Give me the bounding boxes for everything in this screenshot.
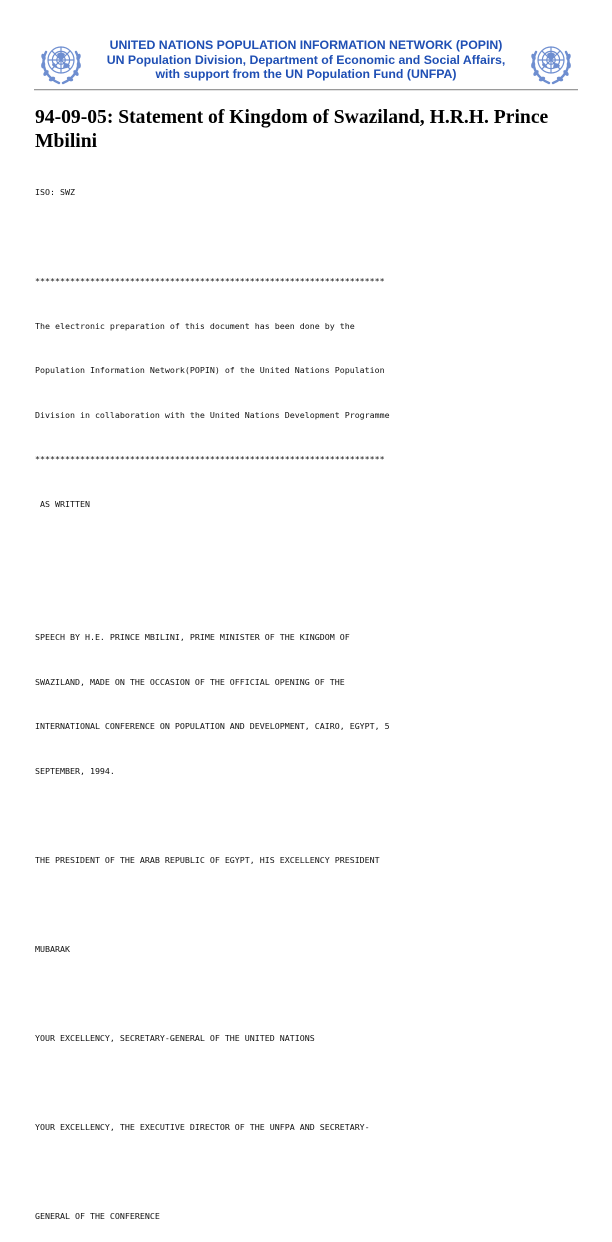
page-header xyxy=(0,0,612,92)
asterisk-divider: ********************************************************************** xyxy=(35,276,385,286)
header-divider xyxy=(34,89,578,91)
body-line-popin-note: Division in collaboration with the United Nations Development Programme xyxy=(35,409,390,420)
body-line-speech-intro: INTERNATIONAL CONFERENCE ON POPULATION AND DEVELOPMENT, CAIRO, EGYPT, 5 xyxy=(35,721,390,731)
document-body xyxy=(35,164,580,1242)
body-line-salutation: YOUR EXCELLENCY, THE EXECUTIVE DIRECTOR OF THE UNFPA AND SECRETARY- xyxy=(35,1121,370,1132)
header-org-name: UNITED NATIONS POPULATION INFORMATION NETWORK (POPIN) xyxy=(109,38,503,52)
body-line-blank xyxy=(35,896,580,921)
body-line-blank xyxy=(35,1074,580,1099)
body-line-blank xyxy=(35,985,580,1010)
body-line-blank xyxy=(35,585,580,610)
body-line-speech-intro: SEPTEMBER, 1994. xyxy=(35,765,115,776)
header-text xyxy=(90,38,522,82)
body-line-as-written: AS WRITTEN xyxy=(35,498,90,509)
body-line-blank xyxy=(35,1163,580,1188)
body-line-salutation: THE PRESIDENT OF THE ARAB REPUBLIC OF EGYPT, HIS EXCELLENCY PRESIDENT xyxy=(35,854,380,865)
un-emblem-icon xyxy=(37,38,85,86)
asterisk-divider: ********************************************************************** xyxy=(35,454,385,464)
body-line-speech-intro: SWAZILAND, MADE ON THE OCCASION OF THE OFFICIAL OPENING OF THE xyxy=(35,676,345,687)
body-line-popin-note: Population Information Network(POPIN) of the United Nations Population xyxy=(35,365,385,375)
body-line-salutation: GENERAL OF THE CONFERENCE xyxy=(35,1210,160,1221)
body-line-blank xyxy=(35,540,580,565)
body-line-salutation: YOUR EXCELLENCY, SECRETARY-GENERAL OF THE UNITED NATIONS xyxy=(35,1032,315,1043)
body-line-iso: ISO: SWZ xyxy=(35,187,75,197)
document-title: 94-09-05: Statement of Kingdom of Swaziland, H.R.H. Prince Mbilini xyxy=(35,107,549,152)
header-division: UN Population Division, Department of Economic and Social Affairs, xyxy=(106,52,506,67)
body-line-blank xyxy=(35,807,580,832)
un-emblem-icon xyxy=(527,38,575,86)
header-support: with support from the UN Population Fund (UNFPA) xyxy=(155,67,457,81)
body-line-salutation: MUBARAK xyxy=(35,943,70,954)
body-line-blank xyxy=(35,229,580,254)
body-line-popin-note: The electronic preparation of this document has been done by the xyxy=(35,320,355,331)
body-line-speech-intro: SPEECH BY H.E. PRINCE MBILINI, PRIME MINISTER OF THE KINGDOM OF xyxy=(35,632,350,642)
